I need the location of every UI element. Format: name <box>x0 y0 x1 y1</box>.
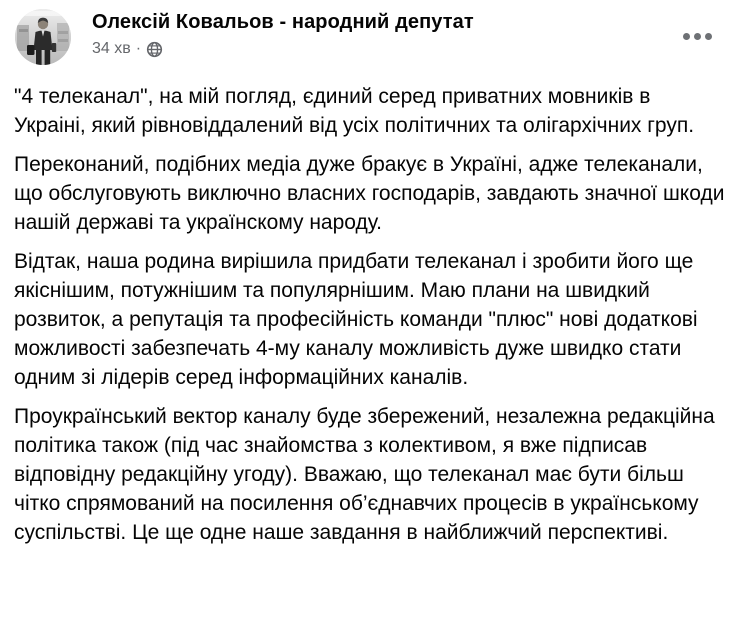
post-header <box>0 0 740 65</box>
profile-photo-man-in-suit <box>15 9 71 65</box>
header-text <box>92 9 474 58</box>
more-options-icon <box>683 33 690 40</box>
timestamp[interactable]: 34 хв <box>92 40 131 57</box>
post-paragraph: Проукраїнський вектор каналу буде збережений, незалежна редакційна політика також (під час знайомства з колективом, я вже підписав відповідну редакційну угоду). Вважаю, що телеканал має бути більш чітко спрямований на посилення об’єднавчих процесів в українському суспільстві. Це ще одне наше завдання в найближчий перспективі. <box>14 405 715 544</box>
more-options-icon <box>705 33 712 40</box>
page-name[interactable]: Олексій Ковальов - народний депутат <box>92 11 474 33</box>
more-options-button[interactable] <box>679 27 716 46</box>
post-meta <box>92 40 474 58</box>
post-paragraph: Переконаний, подібних медіа дуже бракує в Україні, адже телеканали, що обслуговують виключно власних господарів, завдають значної шкоди нашій державі та українскому народу. <box>14 153 725 234</box>
post-body <box>0 65 740 547</box>
post-paragraph: "4 телеканал", на мій погляд, єдиний серед приватних мовників в Украіні, який рівновіддалений від усіх політичних та олігархічних груп. <box>14 85 695 137</box>
more-options-icon <box>694 33 701 40</box>
globe-icon <box>146 41 163 58</box>
meta-separator: · <box>135 40 142 57</box>
avatar[interactable] <box>15 9 71 65</box>
post-paragraph: Відтак, наша родина вирішила придбати телеканал і зробити його ще якіснішим, потужнішим та популярнішим. Маю плани на швидкий розвиток, а репутація та професійність команди "плюс" нові додаткові можливості забезпечать 4-му каналу можливість дуже швидко стати одним зі лідерів серед інформаційних каналів. <box>14 250 698 389</box>
